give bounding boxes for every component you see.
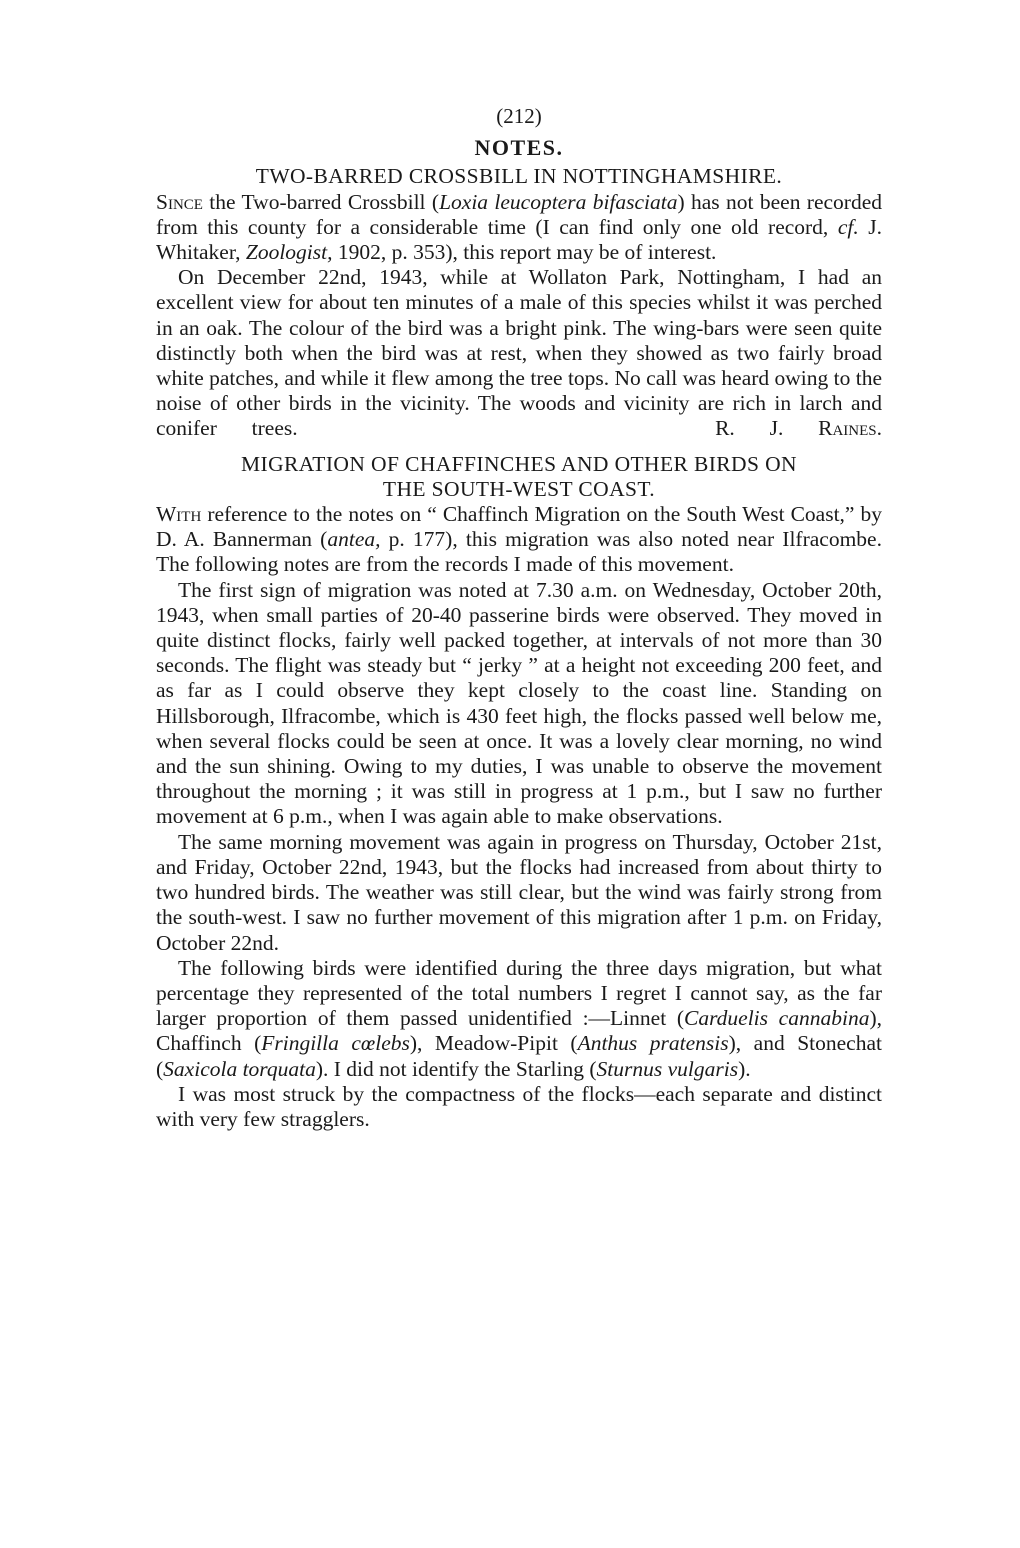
text-run: The first sign of migration was noted at 7.30 a.m. on Wednesday, October 20th, 1943, when small parties of 20-40 passerine birds were observed. They moved in quite distinct flocks, fairly well packed together, at intervals of not more than 30 seconds. The flight was steady but “ jerky ” at a height not exceeding 200 feet, and as far as I could observe they kept closely to the coast line. Standing on Hillsborough, Ilfracombe, which is 430 feet high, the flocks passed well below me, when several flocks could be seen at once. It was a lovely clear morning, no wind and the sun shining. Owing to my duties, I was unable to observe the movement throughout the morning ; it was still in progress at 1 p.m., but I saw no further movement at 6 p.m., when I was again able to make observations. [156,577,882,829]
text-run: reference to the notes on “ Chaffinch Migration on the South West Coast,” by D. A. Bannerman ( [156,502,882,552]
text-run: the Two-barred Crossbill ( [202,189,440,214]
paragraph-lead: Since [156,189,203,214]
paragraph [156,578,882,830]
text-run: p. 177), this migration was also noted near Ilfracombe. The following notes are from the records I made of this movement. [156,527,882,577]
text-run: ), Chaffinch ( [156,1006,882,1056]
text-run: The same morning movement was again in progress on Thursday, October 21st, and Friday, October 22nd, 1943, but the flocks had increased from about thirty to two hundred birds. The weather was still clear, but the wind was fairly strong from the south-west. I saw no further movement of this migration after 1 p.m. on Friday, October 22nd. [156,829,882,955]
text-run: ), Meadow-Pipit ( [409,1031,578,1056]
paragraph-lead: With [156,502,202,527]
note-chaffinch-migration [156,452,882,1132]
note-crossbill [156,164,882,441]
text-run: On December 22nd, 1943, while at Wollaton Park, Nottingham, I had an excellent view for about ten minutes of a male of this species whilst it was perched in an oak. The colour of the bird was a bright pink. The wing-bars were seen quite distinctly both when the bird was at rest, when they showed as two fairly broad white patches, and while it flew among the tree tops. No call was heard owing to the noise of other birds in the vicinity. The woods and vicinity are rich in larch and conifer trees. [156,265,883,441]
citation-abbrev: cf. [837,214,859,239]
journal-page [156,104,882,1132]
scientific-name: Sturnus vulgaris [596,1056,739,1081]
paragraph [156,265,882,441]
note-title [156,452,882,502]
paragraph [156,956,882,1082]
page-number: (212) [496,104,542,128]
scientific-name: Saxicola torquata [163,1056,316,1081]
paragraph [156,830,882,956]
journal-title: Zoologist, [245,240,333,265]
text-run: ). I did not identify the Starling ( [315,1056,597,1081]
text-run: The following birds were identified during the three days migration, but what percentage they represented of the total numbers I regret I cannot say, as the far larger proportion of them passed unidentified :—Linnet ( [156,955,882,1031]
scientific-name: Loxia leucoptera bifasciata [439,189,678,214]
scientific-name: Anthus pratensis [577,1031,729,1056]
scientific-name: Fringilla cœlebs [261,1031,410,1056]
note-title-line: THE SOUTH-WEST COAST. [382,476,656,501]
paragraph [156,502,882,578]
section-heading: NOTES. [474,135,564,161]
text-run: 1902, p. 353), this report may be of interest. [332,240,717,265]
note-title-line: MIGRATION OF CHAFFINCHES AND OTHER BIRDS ON [241,451,797,476]
text-run: ). [738,1056,751,1081]
citation-abbrev: antea, [327,527,381,552]
scientific-name: Carduelis cannabina [684,1006,870,1031]
text-run: ), and Stonechat ( [156,1031,882,1081]
text-run: J. Whitaker, [156,214,882,265]
note-title: TWO-BARRED CROSSBILL IN NOTTINGHAMSHIRE. [255,164,783,189]
paragraph [156,1082,882,1132]
paragraph [156,190,882,266]
author-signature: R. J. Raines. [715,416,883,441]
text-run: I was most struck by the compactness of the flocks—each separate and distinct with very few stragglers. [156,1081,882,1131]
text-run: ) has not been recorded from this county for a considerable time (I can find only one old record, [156,189,883,239]
